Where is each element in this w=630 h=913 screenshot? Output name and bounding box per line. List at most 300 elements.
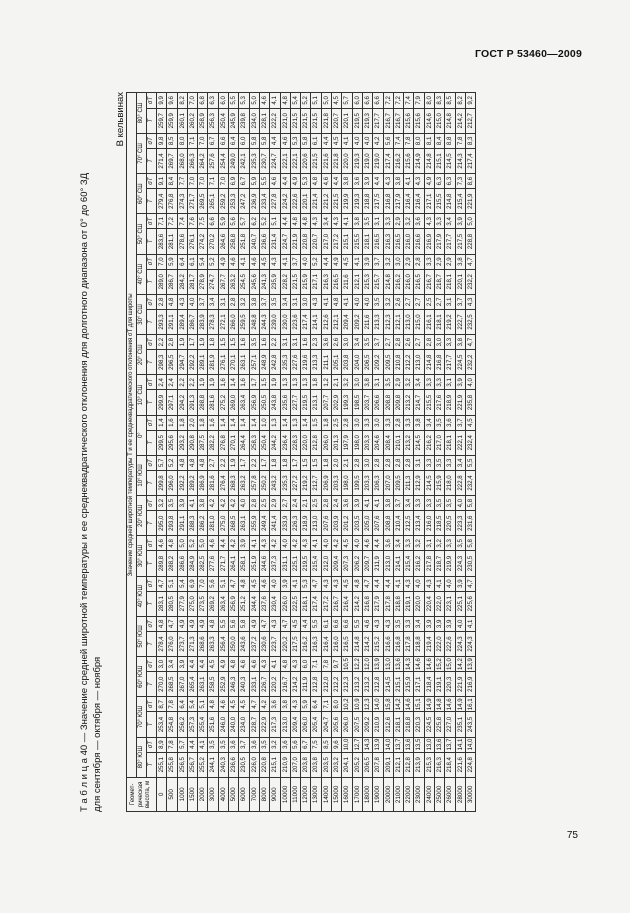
deviation-cell: 3,1 [445, 294, 455, 309]
temperature-cell: 254,4 [218, 148, 228, 173]
temperature-cell: 215,2 [373, 631, 383, 656]
temperature-cell: 287,5 [198, 430, 208, 455]
deviation-cell: 15,1 [415, 698, 423, 711]
deviation-cell: 4,9 [198, 616, 208, 631]
deviation-cell: 4,1 [435, 576, 445, 591]
temperature-cell: 244,2 [270, 430, 280, 455]
deviation-cell: 12,0 [363, 658, 371, 671]
deviation-cell: 2,7 [435, 294, 445, 309]
temperature-cell: 288,3 [187, 511, 197, 536]
temperature-cell: 215,1 [342, 229, 352, 254]
table-row [177, 93, 187, 812]
deviation-cell: 14,3 [363, 738, 371, 751]
temperature-cell: 213,2 [352, 672, 362, 697]
deviation-cell: 2,8 [352, 455, 362, 470]
temperature-cell: 258,1 [239, 551, 249, 576]
deviation-cell: 2,8 [414, 254, 424, 269]
temperature-cell: 215,4 [455, 189, 465, 214]
deviation-cell: 1,8 [270, 455, 280, 470]
temperature-cell: 209,2 [362, 712, 372, 737]
deviation-cell: 3,0 [157, 657, 167, 672]
table-row [435, 93, 445, 812]
deviation-cell: 3,9 [239, 536, 249, 551]
altitude-cell: 26000 [445, 777, 455, 811]
temperature-cell: 276,1 [218, 350, 228, 375]
deviation-cell: 6,6 [218, 133, 228, 148]
deviation-cell: 2,2 [177, 375, 187, 390]
temperature-cell: 250,2 [259, 470, 269, 495]
temperature-cell: 197,9 [342, 430, 352, 455]
temperature-cell: 268,6 [198, 631, 208, 656]
deviation-cell: 1,8 [280, 455, 290, 470]
altitude-cell: 8000 [259, 777, 269, 811]
temperature-cell: 218,1 [393, 712, 403, 737]
deviation-cell: 5,4 [177, 576, 187, 591]
temperature-cell: 232,2 [465, 350, 475, 375]
temperature-cell: 218,5 [435, 511, 445, 536]
deviation-cell: 4,4 [373, 174, 383, 189]
deviation-cell: 8,0 [424, 93, 434, 109]
temperature-cell: 223,7 [270, 631, 280, 656]
deviation-cell: 4,2 [332, 536, 342, 551]
deviation-cell: 4,4 [198, 657, 208, 672]
sub-header-t: T [147, 108, 157, 133]
temperature-cell: 251,9 [249, 551, 259, 576]
temperature-cell: 256,2 [177, 712, 187, 737]
deviation-cell: 4,1 [342, 294, 352, 309]
deviation-cell: 5,6 [290, 737, 300, 752]
temperature-cell: 221,8 [332, 148, 342, 173]
temperature-cell: 281,1 [167, 229, 177, 254]
deviation-cell: 2,5 [259, 496, 269, 511]
temperature-cell: 276,8 [167, 189, 177, 214]
temperature-cell: 271,3 [187, 631, 197, 656]
temperature-cell: 222,7 [455, 309, 465, 334]
latitude-header: 60° ЮШ [137, 657, 147, 697]
latitude-header: 30° ЮШ [137, 536, 147, 576]
temperature-cell: 268,3 [229, 470, 239, 495]
temperature-cell: 299,9 [157, 390, 167, 415]
temperature-cell: 233,9 [280, 511, 290, 536]
group-header: Значение средней широтной температуры T и ее среднеквадратического отклонения σT для широты [127, 93, 137, 778]
deviation-cell: 2,4 [290, 496, 300, 511]
deviation-cell: 4,0 [362, 133, 372, 148]
temperature-cell: 218,7 [435, 269, 445, 294]
temperature-cell: 214,8 [383, 269, 393, 294]
temperature-cell: 263,1 [239, 511, 249, 536]
temperature-cell: 218,0 [445, 470, 455, 495]
temperature-cell: 212,8 [404, 752, 414, 777]
deviation-cell: 3,4 [352, 335, 362, 350]
temperature-cell: 213,0 [311, 511, 321, 536]
temperature-cell: 217,1 [414, 672, 424, 697]
deviation-cell: 13,9 [466, 658, 474, 671]
temperature-cell: 241,4 [270, 511, 280, 536]
temperature-cell: 213,3 [373, 309, 383, 334]
sub-header-sigma: σT [147, 375, 157, 390]
deviation-cell: 8,0 [177, 133, 187, 148]
altitude-cell: 500 [167, 777, 177, 811]
deviation-cell: 5,8 [465, 536, 475, 551]
deviation-cell: 3,8 [352, 214, 362, 229]
temperature-cell: 216,1 [424, 309, 434, 334]
temperature-cell: 203,8 [301, 752, 311, 777]
temperature-cell: 246,3 [229, 672, 239, 697]
table-row [280, 93, 290, 812]
deviation-cell: 3,0 [435, 335, 445, 350]
deviation-cell: 4,7 [465, 335, 475, 350]
temperature-cell: 239,8 [239, 108, 249, 133]
deviation-cell: 3,8 [455, 335, 465, 350]
temperature-cell: 258,9 [198, 108, 208, 133]
deviation-cell: 3,5 [362, 335, 372, 350]
deviation-cell: 12,3 [363, 698, 371, 711]
temperature-cell: 225,1 [455, 591, 465, 616]
deviation-cell: 3,5 [373, 294, 383, 309]
temperature-cell: 289,4 [177, 309, 187, 334]
temperature-cell: 281,7 [187, 269, 197, 294]
deviation-cell: 4,0 [414, 576, 424, 591]
deviation-cell: 4,8 [198, 455, 208, 470]
deviation-cell: 4,1 [465, 616, 475, 631]
temperature-cell: 294,7 [177, 350, 187, 375]
temperature-cell: 216,4 [342, 591, 352, 616]
deviation-cell: 3,7 [259, 294, 269, 309]
temperature-cell: 299,8 [157, 470, 167, 495]
temperature-cell: 228,2 [280, 269, 290, 294]
temperature-cell: 213,0 [280, 712, 290, 737]
deviation-cell: 5,9 [167, 254, 177, 269]
temperature-cell: 203,5 [352, 511, 362, 536]
temperature-cell: 218,9 [301, 511, 311, 536]
temperature-cell: 240,0 [229, 712, 239, 737]
deviation-cell: 5,7 [177, 737, 187, 752]
temperature-cell: 210,9 [373, 712, 383, 737]
deviation-cell: 4,4 [321, 254, 331, 269]
deviation-cell: 14,6 [415, 658, 423, 671]
deviation-cell: 3,1 [218, 294, 228, 309]
deviation-cell: 3,9 [362, 174, 372, 189]
temperature-cell: 211,9 [373, 551, 383, 576]
temperature-cell: 214,2 [455, 108, 465, 133]
deviation-cell: 6,6 [332, 616, 342, 631]
sub-header-t: T [147, 511, 157, 536]
deviation-cell: 6,0 [239, 133, 249, 148]
deviation-cell: 3,9 [455, 375, 465, 390]
deviation-cell: 4,0 [187, 294, 197, 309]
temperature-cell: 286,6 [177, 551, 187, 576]
deviation-cell: 3,8 [342, 174, 352, 189]
altitude-cell: 1500 [187, 777, 197, 811]
deviation-cell: 5,8 [301, 133, 311, 148]
temperature-cell: 207,6 [321, 511, 331, 536]
temperature-cell: 199,3 [342, 390, 352, 415]
deviation-cell: 7,1 [321, 697, 331, 712]
temperature-cell: 278,3 [208, 309, 218, 334]
deviation-cell: 15,0 [446, 658, 454, 671]
deviation-cell: 2,7 [280, 496, 290, 511]
temperature-cell: 232,5 [465, 309, 475, 334]
temperature-cell: 263,1 [198, 672, 208, 697]
temperature-cell: 270,1 [229, 430, 239, 455]
deviation-cell: 13,0 [384, 658, 392, 671]
temperature-cell: 209,2 [352, 309, 362, 334]
deviation-cell: 7,5 [311, 737, 321, 752]
temperature-cell: 232,4 [465, 430, 475, 455]
table-row [393, 93, 403, 812]
deviation-cell: 1,4 [229, 415, 239, 430]
temperature-cell: 214,5 [383, 672, 393, 697]
temperature-cell: 224,5 [455, 350, 465, 375]
deviation-cell: 10,2 [343, 698, 351, 711]
deviation-cell: 2,9 [445, 254, 455, 269]
temperature-cell: 203,8 [342, 350, 352, 375]
temperature-cell: 286,2 [198, 511, 208, 536]
deviation-cell: 4,3 [290, 697, 300, 712]
temperature-cell: 230,0 [280, 309, 290, 334]
temperature-cell: 293,8 [167, 511, 177, 536]
sub-header-t: T [147, 350, 157, 375]
temperature-cell: 281,6 [208, 390, 218, 415]
temperature-cell: 212,8 [311, 430, 321, 455]
temperature-cell: 214,8 [352, 631, 362, 656]
deviation-cell: 3,0 [373, 415, 383, 430]
deviation-cell: 5,3 [290, 133, 300, 148]
deviation-cell: 2,2 [187, 375, 197, 390]
deviation-cell: 4,6 [229, 254, 239, 269]
temperature-cell: 213,2 [404, 390, 414, 415]
deviation-cell: 3,6 [321, 335, 331, 350]
caption-period: для сентября — октября — ноября [92, 656, 103, 812]
deviation-cell: 3,7 [373, 335, 383, 350]
table-row [198, 93, 208, 812]
rotated-table-block [78, 92, 630, 812]
deviation-cell: 1,5 [301, 455, 311, 470]
deviation-cell: 4,1 [404, 174, 414, 189]
deviation-cell: 14,9 [425, 698, 433, 711]
deviation-cell: 3,2 [270, 737, 280, 752]
temperature-cell: 269,5 [198, 189, 208, 214]
table-row [208, 93, 218, 812]
deviation-cell: 4,7 [465, 254, 475, 269]
temperature-cell: 271,7 [187, 189, 197, 214]
temperature-cell: 243,8 [270, 390, 280, 415]
temperature-cell: 277,6 [208, 551, 218, 576]
deviation-cell: 5,3 [301, 576, 311, 591]
deviation-cell: 8,5 [167, 133, 177, 148]
deviation-cell: 3,2 [239, 294, 249, 309]
deviation-cell: 5,4 [187, 697, 197, 712]
deviation-cell: 3,7 [455, 294, 465, 309]
temperature-cell: 275,0 [187, 591, 197, 616]
deviation-cell: 4,6 [259, 93, 269, 109]
deviation-cell: 4,2 [208, 496, 218, 511]
temperature-cell: 244,1 [208, 752, 218, 777]
deviation-cell: 7,0 [218, 174, 228, 189]
deviation-cell: 3,9 [424, 616, 434, 631]
deviation-cell: 7,8 [455, 133, 465, 148]
temperature-cell: 218,9 [445, 390, 455, 415]
temperature-cell: 241,3 [259, 269, 269, 294]
deviation-cell: 4,6 [239, 657, 249, 672]
temperature-cell: 207,7 [321, 390, 331, 415]
deviation-cell: 3,6 [249, 737, 259, 752]
temperature-cell: 207,6 [373, 511, 383, 536]
temperature-cell: 214,5 [424, 470, 434, 495]
deviation-cell: 1,4 [239, 415, 249, 430]
temperature-cell: 203,7 [362, 390, 372, 415]
table-row [373, 93, 383, 812]
deviation-cell: 4,3 [290, 657, 300, 672]
deviation-cell: 3,5 [455, 536, 465, 551]
deviation-cell: 4,8 [167, 536, 177, 551]
deviation-cell: 4,1 [373, 496, 383, 511]
temperature-cell: 207,3 [342, 551, 352, 576]
temperature-cell: 231,1 [280, 551, 290, 576]
deviation-cell: 1,9 [270, 375, 280, 390]
table-row [424, 93, 434, 812]
deviation-cell: 4,8 [301, 214, 311, 229]
deviation-cell: 1,4 [218, 415, 228, 430]
deviation-cell: 5,7 [239, 214, 249, 229]
sub-header-t: T [147, 309, 157, 334]
deviation-cell: 4,0 [352, 294, 362, 309]
sub-header-sigma: σT [147, 536, 157, 551]
deviation-cell: 13,9 [374, 738, 382, 751]
sub-header-sigma: σT [147, 214, 157, 229]
temperature-cell: 211,6 [342, 269, 352, 294]
deviation-cell: 4,8 [280, 657, 290, 672]
deviation-cell: 7,2 [393, 93, 403, 109]
sub-header-t: T [147, 551, 157, 576]
temperature-cell: 284,9 [187, 551, 197, 576]
deviation-cell: 14,0 [384, 738, 392, 751]
temperature-cell: 223,1 [445, 591, 455, 616]
deviation-cell: 5,5 [218, 616, 228, 631]
temperature-cell: 212,0 [321, 551, 331, 576]
temperature-cell: 273,5 [198, 591, 208, 616]
deviation-cell: 3,3 [404, 536, 414, 551]
temperature-cell: 292,2 [177, 470, 187, 495]
deviation-cell: 2,9 [393, 214, 403, 229]
deviation-cell: 5,3 [239, 93, 249, 109]
table-row [270, 93, 280, 812]
temperature-cell: 216,7 [332, 591, 342, 616]
temperature-cell: 253,3 [229, 189, 239, 214]
deviation-cell: 3,3 [445, 455, 455, 470]
deviation-cell: 5,6 [229, 616, 239, 631]
deviation-cell: 4,8 [352, 576, 362, 591]
deviation-cell: 9,7 [332, 657, 342, 672]
table-row [229, 93, 239, 812]
deviation-cell: 4,2 [290, 536, 300, 551]
deviation-cell: 4,8 [280, 93, 290, 109]
temperature-cell: 213,3 [311, 350, 321, 375]
deviation-cell: 5,1 [198, 697, 208, 712]
temperature-cell: 269,0 [229, 390, 239, 415]
deviation-cell: 3,8 [383, 496, 393, 511]
caption-unit: В кельвинах [115, 92, 126, 147]
deviation-cell: 7,0 [198, 576, 208, 591]
deviation-cell: 3,7 [290, 254, 300, 269]
deviation-cell: 4,5 [332, 93, 342, 109]
deviation-cell: 7,1 [157, 214, 167, 229]
deviation-cell: 3,7 [198, 294, 208, 309]
temperature-cell: 212,6 [321, 309, 331, 334]
temperature-cell: 220,0 [414, 591, 424, 616]
temperature-cell: 282,2 [208, 430, 218, 455]
temperature-cell: 205,1 [332, 350, 342, 375]
temperature-cell: 270,0 [157, 672, 167, 697]
latitude-header: 30° СШ [137, 294, 147, 334]
temperature-cell: 226,3 [290, 511, 300, 536]
temperature-cell: 217,2 [332, 229, 342, 254]
sub-header-sigma: σT [147, 133, 157, 148]
deviation-cell: 5,4 [290, 93, 300, 109]
temperature-cell: 263,3 [208, 631, 218, 656]
temperature-cell: 226,7 [259, 672, 269, 697]
temperature-cell: 230,5 [465, 551, 475, 576]
deviation-cell: 4,6 [249, 657, 259, 672]
deviation-cell: 7,4 [177, 214, 187, 229]
temperature-cell: 215,1 [270, 752, 280, 777]
temperature-cell: 217,1 [311, 269, 321, 294]
table-body [157, 93, 476, 812]
temperature-cell: 220,0 [342, 148, 352, 173]
deviation-cell: 1,6 [167, 415, 177, 430]
deviation-cell: 4,1 [249, 536, 259, 551]
deviation-cell: 8,4 [167, 174, 177, 189]
temperature-cell: 253,4 [157, 712, 167, 737]
temperature-cell: 214,7 [414, 390, 424, 415]
deviation-cell: 1,8 [321, 415, 331, 430]
temperature-cell: 212,6 [383, 712, 393, 737]
temperature-cell: 263,4 [239, 390, 249, 415]
deviation-cell: 8,5 [321, 737, 331, 752]
deviation-cell: 1,7 [259, 455, 269, 470]
deviation-cell: 3,7 [239, 737, 249, 752]
temperature-cell: 218,4 [445, 752, 455, 777]
temperature-cell: 270,1 [229, 350, 239, 375]
temperature-cell: 216,7 [393, 108, 403, 133]
deviation-cell: 1,2 [321, 375, 331, 390]
temperature-cell: 295,6 [167, 430, 177, 455]
deviation-cell: 5,3 [301, 174, 311, 189]
latitude-header: 70° ЮШ [137, 697, 147, 737]
deviation-cell: 4,4 [187, 657, 197, 672]
temperature-cell: 263,1 [239, 350, 249, 375]
temperature-cell: 293,3 [157, 309, 167, 334]
deviation-cell: 6,1 [187, 254, 197, 269]
temperature-cell: 220,3 [414, 712, 424, 737]
temperature-cell: 215,3 [362, 269, 372, 294]
deviation-cell: 4,9 [177, 616, 187, 631]
temperature-cell: 289,2 [187, 470, 197, 495]
temperature-cell: 216,6 [383, 631, 393, 656]
temperature-cell: 230,4 [270, 591, 280, 616]
temperature-cell: 214,1 [311, 309, 321, 334]
temperature-cell: 251,6 [208, 712, 218, 737]
temperature-cell: 214,2 [290, 672, 300, 697]
temperature-cell: 222,8 [455, 470, 465, 495]
deviation-cell: 3,5 [259, 737, 269, 752]
deviation-cell: 4,8 [157, 616, 167, 631]
table-row [455, 93, 465, 812]
deviation-cell: 4,2 [373, 133, 383, 148]
deviation-cell: 6,0 [352, 93, 362, 109]
deviation-cell: 5,7 [342, 93, 352, 109]
deviation-cell: 9,9 [157, 93, 167, 109]
